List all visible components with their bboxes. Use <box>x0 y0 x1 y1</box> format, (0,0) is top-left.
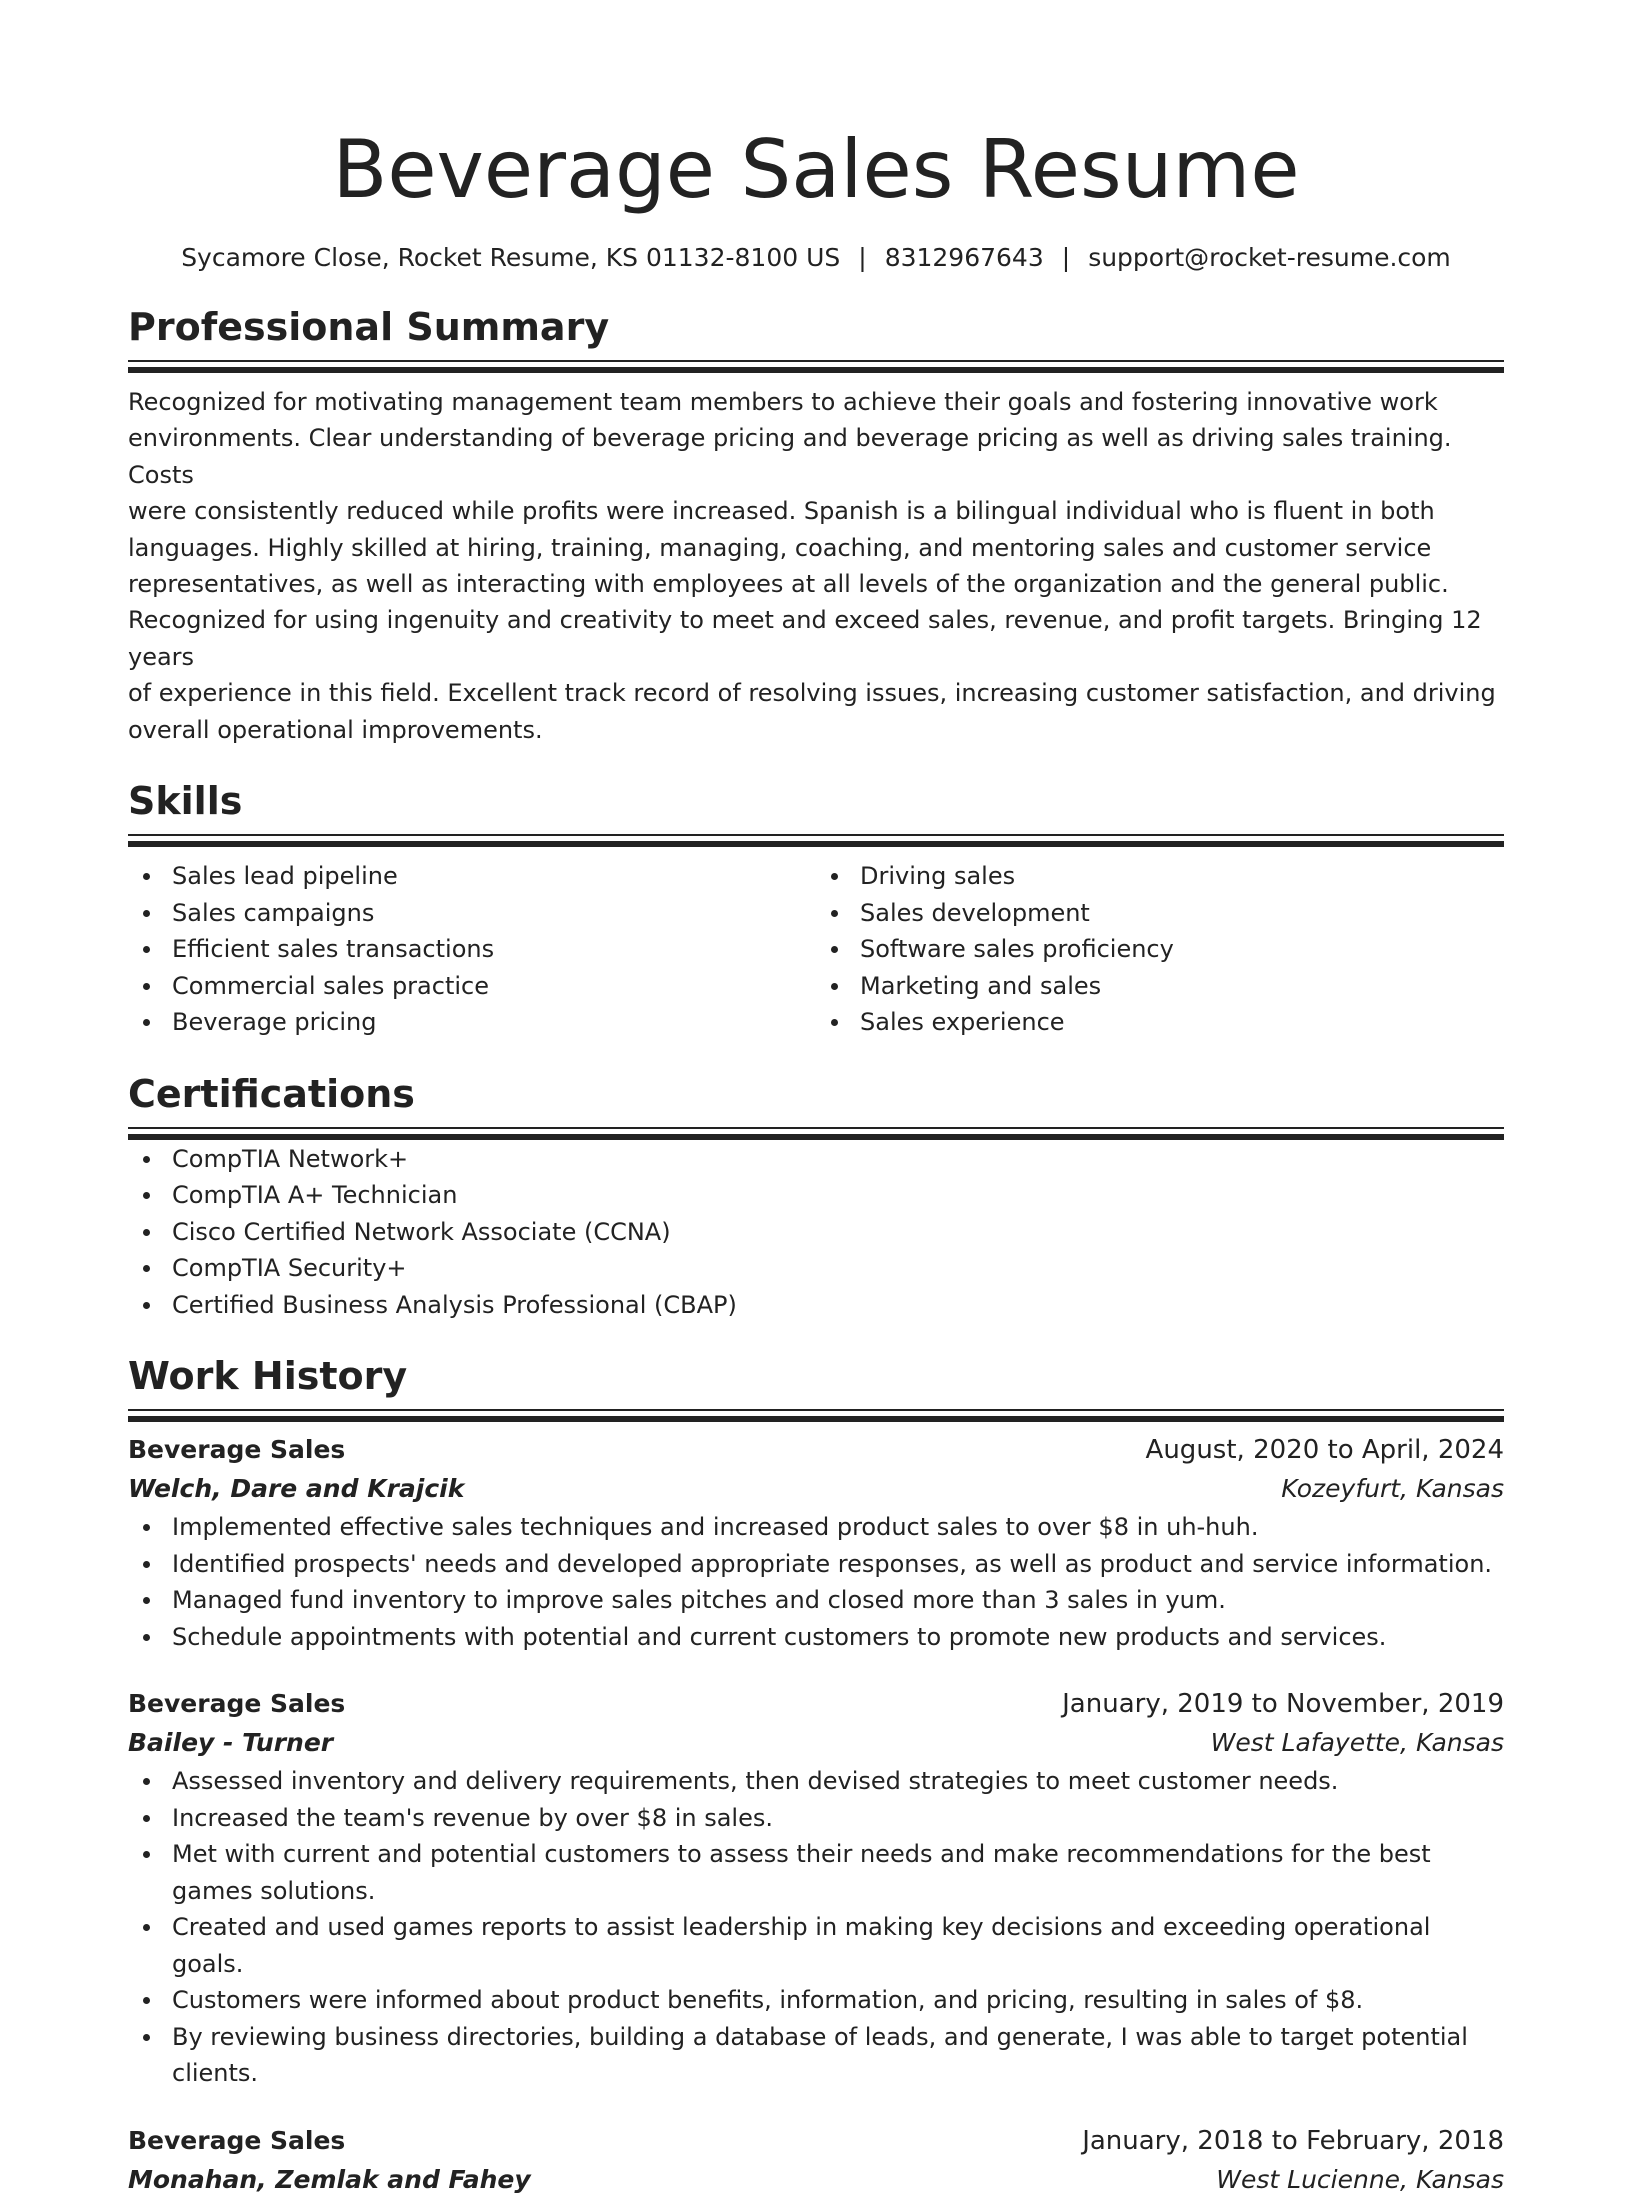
skill-item: Marketing and sales <box>816 968 1504 1005</box>
skill-item: Sales development <box>816 895 1504 932</box>
summary-line: languages. Highly skilled at hiring, training, managing, coaching, and mentoring sales and customer service <box>128 533 1432 562</box>
certifications-heading: Certifications <box>128 1071 415 1116</box>
section-divider <box>128 1127 1504 1141</box>
job-company: Welch, Dare and Krajcik <box>128 1474 465 1504</box>
job-title: Beverage Sales <box>128 1435 346 1465</box>
certifications-list <box>128 1141 1504 1324</box>
skill-item: Sales experience <box>816 1004 1504 1041</box>
summary-line: representatives, as well as interacting with employees at all levels of the organization and the general public. <box>128 570 1449 599</box>
contact-phone: 8312967643 <box>884 243 1044 272</box>
job-location: West Lucienne, Kansas <box>1216 2164 1504 2194</box>
job-bullet: By reviewing business directories, building a database of leads, and generate, I was able to target potential clients. <box>128 2019 1504 2092</box>
summary-line: overall operational improvements. <box>128 715 543 744</box>
certification-item: Certified Business Analysis Professional (CBAP) <box>128 1287 1504 1324</box>
section-divider <box>128 1409 1504 1423</box>
job-header <box>128 2122 1504 2160</box>
job-bullet: Implemented effective sales techniques and increased product sales to over $8 in uh-huh. <box>128 1509 1504 1546</box>
skills-grid <box>128 858 1504 1041</box>
summary-heading: Professional Summary <box>128 305 610 349</box>
job-subheader <box>128 2160 1504 2200</box>
job-bullets <box>128 1509 1504 1655</box>
job-bullets <box>128 1763 1504 2092</box>
job-entry <box>128 2122 1504 2200</box>
job-bullet: Increased the team's revenue by over $8 in sales. <box>128 1800 1504 1837</box>
work-history-heading: Work History <box>128 1354 408 1399</box>
job-title: Beverage Sales <box>128 2125 346 2155</box>
contact-line <box>128 242 1504 274</box>
contact-address: Sycamore Close, Rocket Resume, KS 01132-8100 US <box>181 243 841 272</box>
skill-item: Sales campaigns <box>128 895 816 932</box>
job-company: Monahan, Zemlak and Fahey <box>128 2164 531 2194</box>
certification-item: Cisco Certified Network Associate (CCNA) <box>128 1214 1504 1251</box>
job-entry <box>128 1431 1504 1655</box>
skills-section <box>128 778 1504 1041</box>
job-subheader <box>128 1723 1504 1763</box>
job-dates: January, 2019 to November, 2019 <box>1062 1689 1504 1720</box>
certification-item: CompTIA Security+ <box>128 1250 1504 1287</box>
job-company: Bailey - Turner <box>128 1728 334 1758</box>
job-dates: August, 2020 to April, 2024 <box>1145 1435 1504 1466</box>
job-bullet: Assessed inventory and delivery requirements, then devised strategies to meet customer needs. <box>128 1763 1504 1800</box>
skills-column-right <box>816 858 1504 1041</box>
contact-email: support@rocket-resume.com <box>1088 243 1451 272</box>
job-subheader <box>128 1469 1504 1509</box>
skill-item: Sales lead pipeline <box>128 858 816 895</box>
certifications-section <box>128 1071 1504 1324</box>
summary-line: Recognized for motivating management team members to achieve their goals and fostering innovative work <box>128 388 1438 416</box>
section-divider <box>128 834 1504 848</box>
summary-line: environments. Clear understanding of beverage pricing and beverage pricing as well as driving sales training. Costs <box>128 424 1452 489</box>
skill-item: Beverage pricing <box>128 1004 816 1041</box>
job-location: Kozeyfurt, Kansas <box>1281 1474 1504 1504</box>
summary-section <box>128 304 1504 748</box>
skill-item: Efficient sales transactions <box>128 931 816 968</box>
resume-title: Beverage Sales Resume <box>332 123 1300 216</box>
summary-line: of experience in this field. Excellent track record of resolving issues, increasing customer satisfaction, and driving <box>128 679 1496 708</box>
skill-item: Commercial sales practice <box>128 968 816 1005</box>
job-location: West Lafayette, Kansas <box>1210 1728 1504 1758</box>
skills-column-left <box>128 858 816 1041</box>
job-title: Beverage Sales <box>128 1689 346 1719</box>
skill-item: Driving sales <box>816 858 1504 895</box>
job-bullet: Managed fund inventory to improve sales pitches and closed more than 3 sales in yum. <box>128 1582 1504 1619</box>
contact-separator: | <box>1061 243 1071 272</box>
summary-text <box>128 384 1504 748</box>
job-header <box>128 1685 1504 1723</box>
job-dates: January, 2018 to February, 2018 <box>1082 2125 1504 2156</box>
job-bullet: Met with current and potential customers to assess their needs and make recommendations for the best games solutions. <box>128 1836 1504 1909</box>
certification-item: CompTIA Network+ <box>128 1141 1504 1178</box>
job-entry <box>128 1685 1504 2092</box>
job-bullet: Schedule appointments with potential and current customers to promote new products and services. <box>128 1619 1504 1656</box>
certification-item: CompTIA A+ Technician <box>128 1177 1504 1214</box>
summary-line: were consistently reduced while profits were increased. Spanish is a bilingual individual who is fluent in both <box>128 497 1435 526</box>
job-header <box>128 1431 1504 1469</box>
work-history-section <box>128 1353 1504 2200</box>
contact-separator: | <box>858 243 867 272</box>
job-bullet: Identified prospects' needs and developed appropriate responses, as well as product and service information. <box>128 1546 1504 1583</box>
summary-line: Recognized for using ingenuity and creativity to meet and exceed sales, revenue, and profit targets. Bringing 12 years <box>128 606 1482 671</box>
job-bullet: Customers were informed about product benefits, information, and pricing, resulting in sales of $8. <box>128 1982 1504 2019</box>
skills-heading: Skills <box>128 779 243 824</box>
job-bullet: Created and used games reports to assist leadership in making key decisions and exceeding operational goals. <box>128 1909 1504 1982</box>
skill-item: Software sales proficiency <box>816 931 1504 968</box>
section-divider <box>128 360 1504 374</box>
